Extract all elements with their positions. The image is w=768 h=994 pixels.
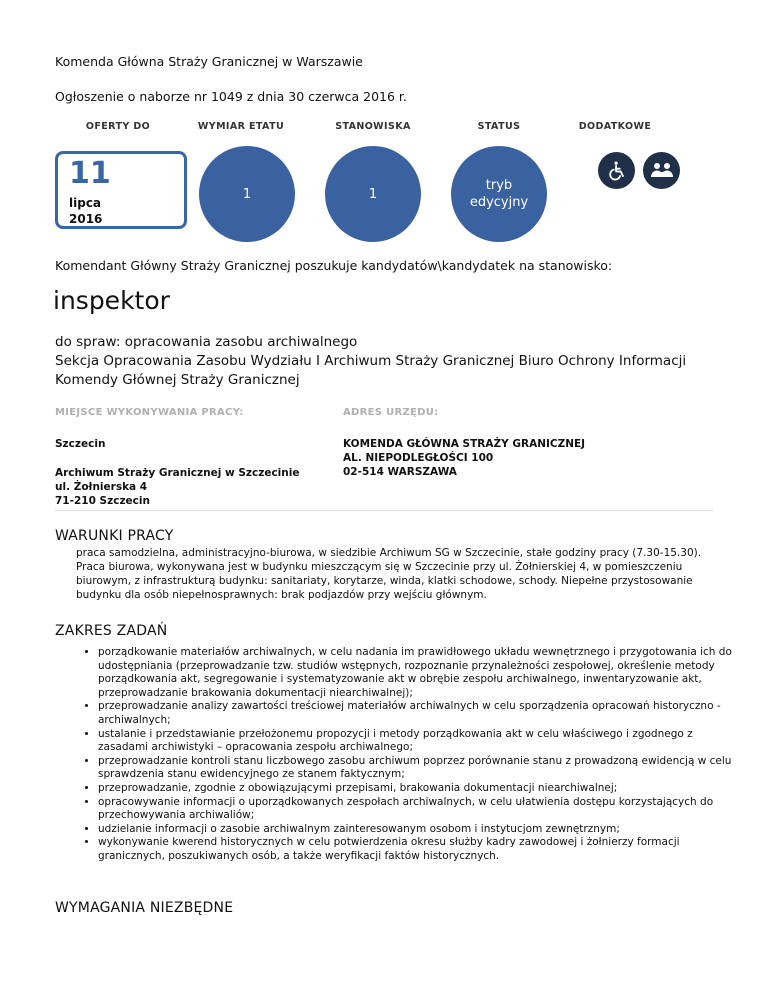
warunki-line: praca samodzielna, administracyjno-biurowa, w siedzibie Archiwum SG w Szczecinie, stałe godziny pracy (7.30-15.30).: [76, 547, 702, 559]
warunki-line: biurowym, z infrastrukturą budynku: sanitariaty, korytarze, winda, klatki schodowe, schody. Niepełne przystosowanie: [76, 575, 693, 587]
list-item: • ustalanie i przedstawianie przełożonemu propozycji i metody porządkowania akt w celu właściwego i zgodnego z zasadami archiwistyki – opracowania zespołu archiwalnego;: [98, 728, 738, 755]
office-label: ADRES URZĘDU:: [343, 407, 439, 418]
announcement-title: Ogłoszenie o naborze nr 1049 z dnia 30 czerwca 2016 r.: [55, 89, 407, 104]
job-title: inspektor: [53, 286, 170, 315]
warunki-line: budynku dla osób niepełnosprawnych: brak podjazdów przy wejściu głównym.: [76, 589, 487, 601]
tasks-list: [78, 646, 738, 864]
office-address-line: KOMENDA GŁÓWNA STRAŻY GRANICZNEJ: [343, 438, 586, 450]
warunki-text: [76, 546, 716, 602]
header-oferty-do: OFERTY DO: [85, 121, 151, 132]
list-item: • porządkowanie materiałów archiwalnych, w celu nadania im prawidłowego układu wewnętrznego i przygotowania ich do udostępniania (przeprowadzanie tzw. studiów wstępnych, rozpoznanie przynależności zespołowej, określenie metody porządkowania akt, segregowanie i systematyzowanie akt w obrębie zespołu archiwalnego, inwentaryzowanie akt, przeprowadzanie brakowania dokumentacji niearchiwalnej);: [98, 646, 738, 700]
deadline-day: 11: [69, 156, 111, 191]
list-item: • udzielanie informacji o zasobie archiwalnym zainteresowanym osobom i instytucjom zewnętrznym;: [98, 823, 738, 837]
place-city: Szczecin: [55, 438, 106, 450]
deadline-month: lipca: [69, 196, 102, 210]
divider: [55, 510, 713, 511]
department-line: Komendy Głównej Straży Granicznej: [55, 372, 300, 388]
section-heading-wymagania: WYMAGANIA NIEZBĘDNE: [55, 900, 234, 916]
place-address-line: Archiwum Straży Granicznej w Szczecinie: [55, 467, 300, 479]
list-item: • przeprowadzanie, zgodnie z obowiązującymi przepisami, brakowania dokumentacji niearchiwalnej;: [98, 782, 738, 796]
list-item: • przeprowadzanie kontroli stanu liczbowego zasobu archiwum poprzez porównanie stanu z prowadzoną ewidencją w celu sprawdzenia stanu ewidencyjnego ze stanem faktycznym;: [98, 755, 738, 782]
section-heading-zakres: ZAKRES ZADAŃ: [55, 623, 168, 639]
institution-name: Komenda Główna Straży Granicznej w Warszawie: [55, 54, 363, 69]
list-item: • wykonywanie kwerend historycznych w celu potwierdzenia okresu służby kadry zawodowej i żołnierzy formacji granicznych, poszukiwanych osób, a także weryfikacji faktów historycznych.: [98, 836, 738, 863]
warunki-line: Praca biurowa, wykonywana jest w budynku mieszczącym się w Szczecinie przy ul. Żołnierskiej 4, w pomieszczeniu: [76, 561, 683, 573]
list-item: • opracowywanie informacji o uporządkowanych zespołach archiwalnych, w celu ułatwienia dostępu korzystających do przechowywania archiwaliów;: [98, 796, 738, 823]
deadline-year: 2016: [69, 212, 103, 226]
section-heading-warunki: WARUNKI PRACY: [55, 528, 174, 544]
place-address-line: ul. Żołnierska 4: [55, 481, 148, 493]
etat-circle: [199, 146, 295, 242]
header-status: STATUS: [477, 121, 521, 132]
deadline-date-box: [55, 151, 187, 229]
header-dodatkowe: DODATKOWE: [578, 121, 652, 132]
department-line: do spraw: opracowania zasobu archiwalnego: [55, 334, 358, 350]
department-line: Sekcja Opracowania Zasobu Wydziału I Archiwum Straży Granicznej Biuro Ochrony Informacji: [55, 353, 687, 369]
place-label: MIEJSCE WYKONYWANIA PRACY:: [55, 407, 244, 418]
status-value: tryb edycyjny: [469, 178, 529, 210]
office-address-line: 02-514 WARSZAWA: [343, 466, 457, 478]
stanowiska-circle: [325, 146, 421, 242]
place-address-line: 71-210 Szczecin: [55, 495, 150, 507]
office-address-line: AL. NIEPODLEGŁOŚCI 100: [343, 452, 494, 464]
etat-value: 1: [242, 186, 252, 202]
header-wymiar-etatu: WYMIAR ETATU: [197, 121, 285, 132]
people-icon: [643, 152, 680, 189]
intro-text: Komendant Główny Straży Granicznej poszukuje kandydatów\kandydatek na stanowisko:: [55, 258, 613, 273]
list-item: • przeprowadzanie analizy zawartości treściowej materiałów archiwalnych w celu sporządzenia opracowań historyczno - archiwalnych;: [98, 700, 738, 727]
header-stanowiska: STANOWISKA: [335, 121, 411, 132]
wheelchair-icon: [598, 152, 635, 189]
stanowiska-value: 1: [368, 186, 378, 202]
status-circle: [451, 146, 547, 242]
